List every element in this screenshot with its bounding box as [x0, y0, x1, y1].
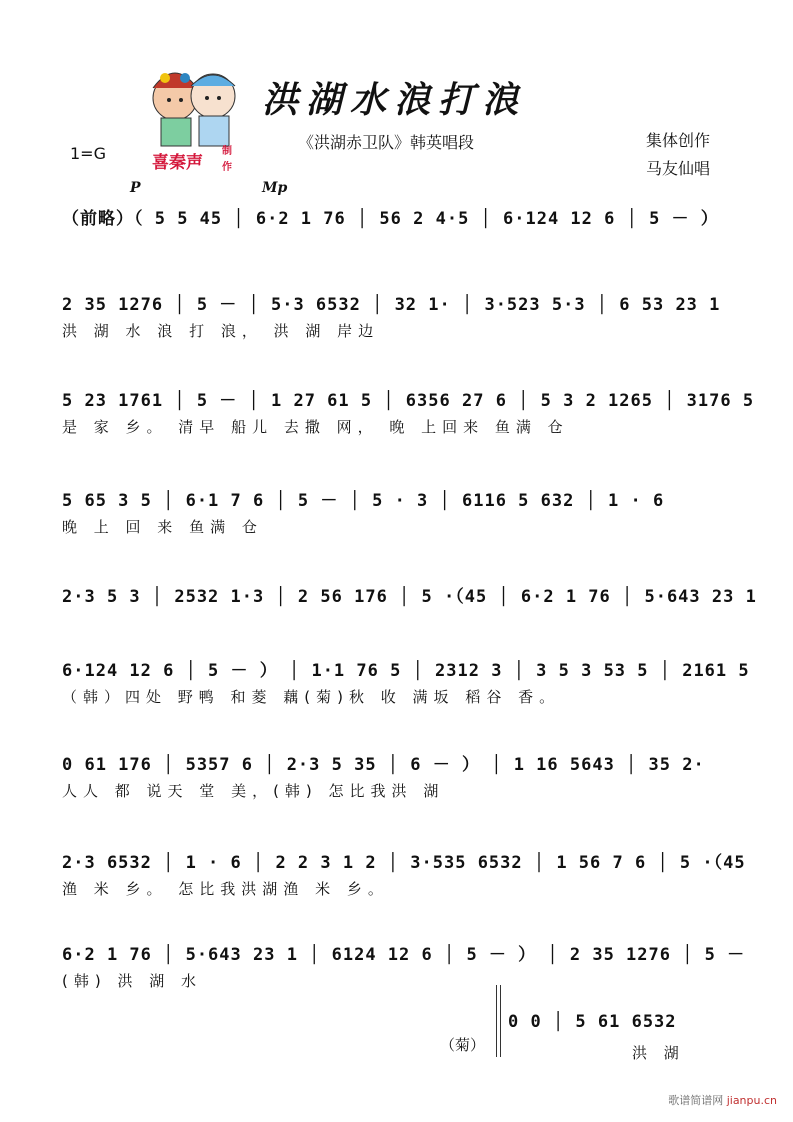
score-row-5	[62, 582, 757, 642]
site-footer	[668, 1092, 777, 1108]
lyric-line: (韩) 洪 湖 水	[62, 972, 203, 990]
notation-line: 0 0 │ 5 61 6532	[508, 1012, 677, 1032]
dynamic-p: P	[130, 180, 141, 196]
lyric-line: 晚 上 回 来 鱼满 仓	[62, 518, 263, 536]
logo-text: 喜秦声	[152, 153, 203, 173]
key-signature: 1=G	[70, 144, 106, 163]
score-row-10	[508, 1012, 748, 1072]
system-bracket	[496, 985, 501, 1057]
lyric-line: 渔 米 乡。 怎比我洪湖渔 米 乡。	[62, 880, 389, 898]
score-row-7	[62, 750, 752, 810]
notation-line: 5 65 3 5 │ 6·1 7 6 │ 5 － │ 5 · 3 │ 6116 5 632 │ 1 · 6	[62, 491, 665, 511]
song-title: 洪湖水浪打浪	[262, 79, 527, 121]
logo-small-1: 制	[222, 146, 232, 157]
logo-small-2: 作	[222, 162, 232, 173]
opera-figures-icon	[143, 58, 263, 158]
notation-line: 6·124 12 6 │ 5 － ） │ 1·1 76 5 │ 2312 3 │ 3 5 3 53 5 │ 2161 5	[62, 661, 750, 681]
footer-url: jianpu.cn	[726, 1094, 777, 1107]
voice-label-ju: （菊）	[440, 1036, 486, 1054]
song-subtitle: 《洪湖赤卫队》韩英唱段	[298, 133, 475, 152]
notation-line: 5 23 1761 │ 5 － │ 1 27 61 5 │ 6356 27 6 │ 5 3 2 1265 │ 3176 5	[62, 391, 755, 411]
lyric-line: 洪 湖 水 浪 打 浪， 洪 湖 岸边	[62, 322, 380, 340]
composer-credit: 集体创作	[646, 131, 711, 150]
score-row-3	[62, 386, 755, 446]
notation-line: 2 35 1276 │ 5 － │ 5·3 6532 │ 32 1· │ 3·523 5·3 │ 6 53 23 1	[62, 295, 721, 315]
score-row-1	[62, 204, 752, 264]
notation-line: 2·3 6532 │ 1 · 6 │ 2 2 3 1 2 │ 3·535 6532 │ 1 56 7 6 │ 5 ·（45	[62, 853, 746, 873]
score-row-9	[62, 940, 752, 1000]
score-row-2	[62, 290, 752, 350]
notation-line: 0 61 176 │ 5357 6 │ 2·3 5 35 │ 6 － ） │ 1 16 5643 │ 35 2·	[62, 755, 705, 775]
notation-line: （前略）（ 5 5 45 │ 6·2 1 76 │ 56 2 4·5 │ 6·124 12 6 │ 5 － ）	[62, 209, 719, 229]
singer-credit: 马友仙唱	[646, 159, 711, 178]
score-row-6	[62, 656, 752, 716]
score-row-4	[62, 486, 752, 546]
footer-site-name: 歌谱简谱网	[668, 1094, 727, 1107]
notation-line: 2·3 5 3 │ 2532 1·3 │ 2 56 176 │ 5 ·（45 │ 6·2 1 76 │ 5·643 23 1	[62, 587, 757, 607]
lyric-line: （韩）四处 野鸭 和菱 藕(菊)秋 收 满坂 稻谷 香。	[62, 688, 561, 706]
score-row-8	[62, 848, 752, 908]
notation-line: 6·2 1 76 │ 5·643 23 1 │ 6124 12 6 │ 5 － ） │ 2 35 1276 │ 5 －	[62, 945, 746, 965]
dynamic-mp: Mp	[262, 180, 288, 196]
lyric-line: 是 家 乡。 清早 船儿 去撒 网， 晚 上回来 鱼满 仓	[62, 418, 569, 436]
lyric-line: 人人 都 说天 堂 美，(韩) 怎比我洪 湖	[62, 782, 445, 800]
lyric-line: 洪 湖	[632, 1044, 685, 1062]
